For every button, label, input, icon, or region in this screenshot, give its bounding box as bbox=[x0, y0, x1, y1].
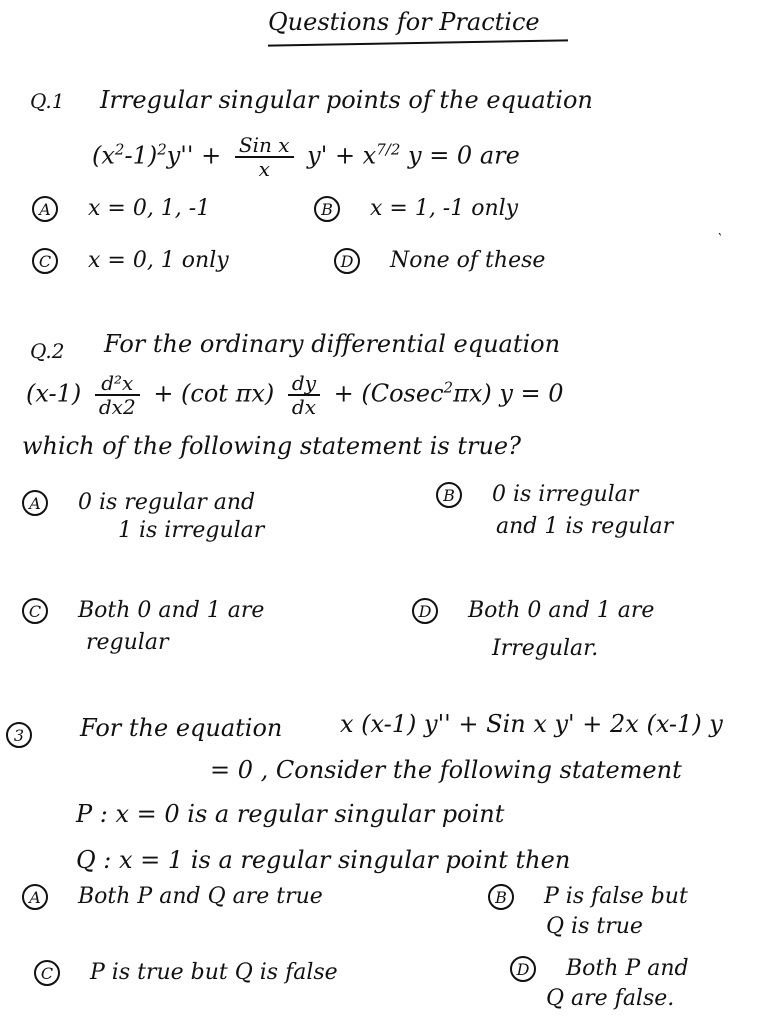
title-underline bbox=[268, 39, 568, 46]
q2-option-b-line2: and 1 is regular bbox=[496, 514, 674, 539]
question-2-text: For the ordinary differential equation bbox=[104, 330, 561, 358]
q3-option-b: B P is false but bbox=[488, 884, 688, 910]
q2-option-b: B 0 is irregular bbox=[436, 482, 638, 508]
question-1-text: Irregular singular points of the equation bbox=[100, 86, 593, 114]
q2-option-d: D Both 0 and 1 are bbox=[412, 598, 654, 624]
q1-option-b: B x = 1, -1 only bbox=[314, 196, 518, 222]
q1-option-a: A x = 0, 1, -1 bbox=[32, 196, 210, 222]
q2-option-c: C Both 0 and 1 are bbox=[22, 598, 264, 624]
q3-option-b-line2: Q is true bbox=[546, 914, 643, 939]
q2-option-a-line2: 1 is irregular bbox=[118, 518, 265, 543]
question-3-text-b: = 0 , Consider the following statement bbox=[210, 756, 682, 784]
q2-option-c-line2: regular bbox=[86, 630, 169, 655]
question-1-equation: $(x^2-1)^2y''$ + $\frac{\text{Sin x}}{x}$ $y' + x^{7/2}$ y = 0 are bbox=[92, 133, 520, 181]
question-3-text-a: For the equation bbox=[80, 714, 283, 742]
statement-q: Q : x = 1 is a regular singular point then bbox=[76, 846, 571, 874]
stray-mark: ` bbox=[716, 232, 723, 248]
page-title: Questions for Practice bbox=[268, 8, 540, 36]
question-2-prompt: which of the following statement is true? bbox=[22, 432, 521, 460]
q3-option-d-line2: Q are false. bbox=[546, 986, 675, 1011]
q3-option-d: D Both P and bbox=[510, 956, 689, 982]
question-3-number: 3 bbox=[6, 722, 32, 748]
statement-p: P : x = 0 is a regular singular point bbox=[76, 800, 505, 828]
q2-option-a: A 0 is regular and bbox=[22, 490, 255, 516]
q3-option-a: A Both P and Q are true bbox=[22, 884, 323, 910]
q3-option-c: C P is true but Q is false bbox=[34, 960, 338, 986]
q1-option-d: D None of these bbox=[334, 248, 545, 274]
sinx-over-x-fraction: $\frac{\text{Sin x}}{x}$ bbox=[235, 134, 294, 180]
question-1-number: Q.1 bbox=[30, 89, 65, 113]
question-2-number: Q.2 bbox=[30, 339, 65, 363]
dy-dx-fraction: $\frac{dy}{dx}$ bbox=[288, 372, 320, 418]
question-2-equation: (x-1) $\frac{\text{d²x}}{dx2}$ + (cot πx) $\frac{dy}{dx}$ + (Cosec$^2$πx) y = 0 bbox=[26, 371, 564, 419]
d2x-fraction: $\frac{\text{d²x}}{dx2}$ bbox=[95, 372, 140, 418]
q1-option-c: C x = 0, 1 only bbox=[32, 248, 229, 274]
question-3-equation: x (x-1) y'' + Sin x y' + 2x (x-1) y bbox=[340, 710, 723, 738]
q2-option-d-line2: Irregular. bbox=[492, 636, 599, 661]
